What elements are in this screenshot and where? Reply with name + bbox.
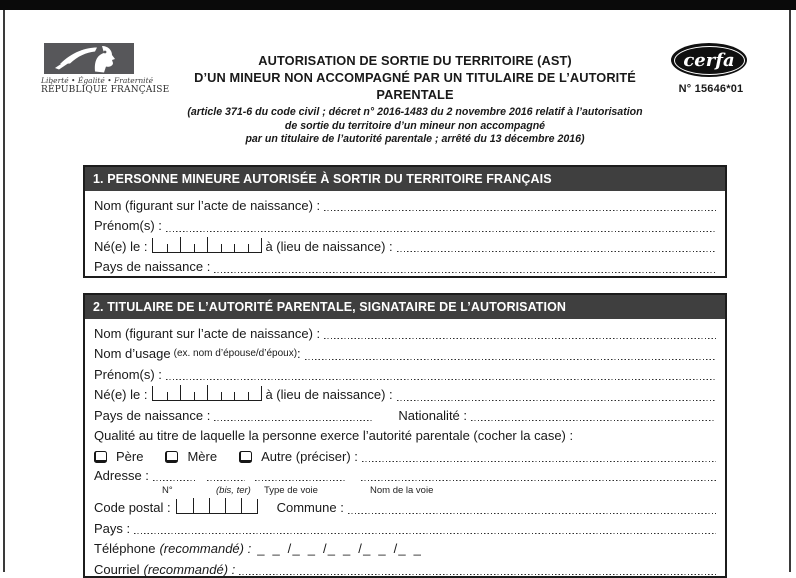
holder-name-input-line[interactable] [324, 324, 716, 343]
minor-birthplace-label: à (lieu de naissance) : [265, 237, 392, 256]
other-checkbox[interactable] [239, 451, 252, 463]
mother-checkbox-label: Mère [187, 447, 217, 466]
holder-nationality-label: Nationalité : [398, 406, 467, 425]
holder-usage-name-label: Nom d’usage [94, 344, 171, 363]
window-top-edge [0, 0, 796, 10]
mother-checkbox[interactable] [165, 451, 178, 463]
email-label: Courriel [94, 560, 140, 578]
marianne-icon [44, 43, 134, 74]
form-subtitle-line3: par un titulaire de l’autorité parentale ; arrêté du 13 décembre 2016) [155, 133, 675, 147]
address-bis-ter-input-line[interactable] [207, 466, 245, 485]
holder-usage-name-hint: (ex. nom d’épouse/d’époux) [171, 345, 297, 363]
holder-nationality-input-line[interactable] [471, 406, 716, 425]
holder-usage-name-row [94, 343, 716, 364]
holder-firstnames-label: Prénom(s) : [94, 365, 162, 384]
address-number-sublabel: N° [162, 485, 216, 497]
address-row [94, 466, 716, 485]
holder-usage-name-colon: : [297, 344, 301, 363]
form-title-line1: AUTORISATION DE SORTIE DU TERRITOIRE (AST) [155, 52, 675, 69]
address-street-name-input-line[interactable] [361, 466, 716, 485]
minor-firstnames-input-line[interactable] [166, 216, 716, 235]
holder-usage-name-input-line[interactable] [305, 344, 716, 363]
minor-name-label: Nom (figurant sur l’acte de naissance) : [94, 196, 320, 215]
address-street-type-input-line[interactable] [255, 466, 347, 485]
republique-francaise-logo [41, 43, 137, 95]
minor-birthdate-input[interactable] [152, 238, 262, 253]
holder-birthcountry-input-line[interactable] [214, 406, 372, 425]
form-title-block [155, 52, 675, 147]
minor-birthcountry-row [94, 256, 716, 277]
holder-birthdate-label: Né(e) le : [94, 385, 147, 404]
cerfa-logo-icon [671, 43, 747, 77]
minor-birthcountry-label: Pays de naissance : [94, 257, 210, 276]
holder-firstnames-input-line[interactable] [166, 365, 716, 384]
email-row [94, 558, 716, 578]
email-hint: (recommandé) : [140, 560, 236, 578]
address-label: Adresse : [94, 466, 149, 485]
country-label: Pays : [94, 519, 130, 538]
form-page [3, 10, 791, 572]
holder-name-label: Nom (figurant sur l’acte de naissance) : [94, 324, 320, 343]
address-number-input-line[interactable] [153, 466, 195, 485]
holder-birthplace-input-line[interactable] [397, 385, 716, 404]
holder-birth-row [94, 384, 716, 405]
capacity-checkbox-row [94, 445, 716, 466]
holder-birthplace-label: à (lieu de naissance) : [265, 385, 392, 404]
section-1-minor-person [83, 165, 727, 278]
holder-firstnames-row [94, 363, 716, 384]
logo-motto: Liberté • Égalité • Fraternité [41, 76, 137, 85]
holder-birthcountry-row [94, 404, 716, 425]
commune-label: Commune : [277, 498, 344, 517]
postal-code-label: Code postal : [94, 498, 171, 517]
minor-birth-row [94, 235, 716, 256]
cerfa-brand: cerfa [683, 50, 734, 71]
address-bis-ter-sublabel: (bis, ter) [216, 485, 264, 497]
section-2-header: 2. TITULAIRE DE L’AUTORITÉ PARENTALE, SIGNATAIRE DE L’AUTORISATION [85, 295, 725, 319]
commune-input-line[interactable] [348, 498, 716, 517]
cerfa-number: N° 15646*01 [671, 83, 751, 95]
minor-firstnames-row [94, 215, 716, 236]
logo-country: RÉPUBLIQUE FRANÇAISE [41, 85, 137, 95]
phone-input-mask[interactable]: _ _ /_ _ /_ _ /_ _ /_ _ [251, 539, 422, 558]
holder-birthcountry-label: Pays de naissance : [94, 406, 210, 425]
form-subtitle-line1: (article 371-6 du code civil ; décret n° 2016-1483 du 2 novembre 2016 relatif à l’autorisation [155, 106, 675, 120]
postal-code-input[interactable] [176, 499, 258, 514]
phone-hint: (recommandé) : [155, 539, 251, 558]
email-input-line[interactable] [239, 560, 716, 578]
minor-birthcountry-input-line[interactable] [214, 257, 716, 276]
minor-birthplace-input-line[interactable] [397, 237, 716, 256]
other-checkbox-label: Autre (préciser) : [261, 447, 358, 466]
father-checkbox[interactable] [94, 451, 107, 463]
country-row [94, 517, 716, 538]
section-2-parental-authority [83, 293, 727, 578]
other-capacity-input-line[interactable] [362, 447, 716, 466]
minor-birthdate-label: Né(e) le : [94, 237, 147, 256]
minor-name-input-line[interactable] [324, 196, 716, 215]
form-title-line2: D’UN MINEUR NON ACCOMPAGNÉ PAR UN TITULAIRE DE L’AUTORITÉ PARENTALE [155, 69, 675, 103]
minor-firstnames-label: Prénom(s) : [94, 216, 162, 235]
capacity-label: Qualité au titre de laquelle la personne exerce l’autorité parentale (cocher la case) : [94, 426, 573, 445]
father-checkbox-label: Père [116, 447, 143, 466]
holder-name-row [94, 322, 716, 343]
country-input-line[interactable] [134, 519, 716, 538]
minor-name-row [94, 194, 716, 215]
form-subtitle [155, 106, 675, 147]
holder-birthdate-input[interactable] [152, 386, 262, 401]
cerfa-badge [671, 43, 751, 95]
address-street-name-sublabel: Nom de la voie [370, 485, 433, 497]
postal-code-row [94, 497, 716, 518]
phone-label: Téléphone [94, 539, 155, 558]
section-1-header: 1. PERSONNE MINEURE AUTORISÉE À SORTIR DU TERRITOIRE FRANÇAIS [85, 167, 725, 191]
capacity-row [94, 425, 716, 446]
address-street-type-sublabel: Type de voie [264, 485, 370, 497]
phone-row [94, 538, 716, 559]
address-sublabels-row [94, 485, 716, 497]
form-subtitle-line2: de sortie du territoire d’un mineur non accompagné [155, 120, 675, 134]
